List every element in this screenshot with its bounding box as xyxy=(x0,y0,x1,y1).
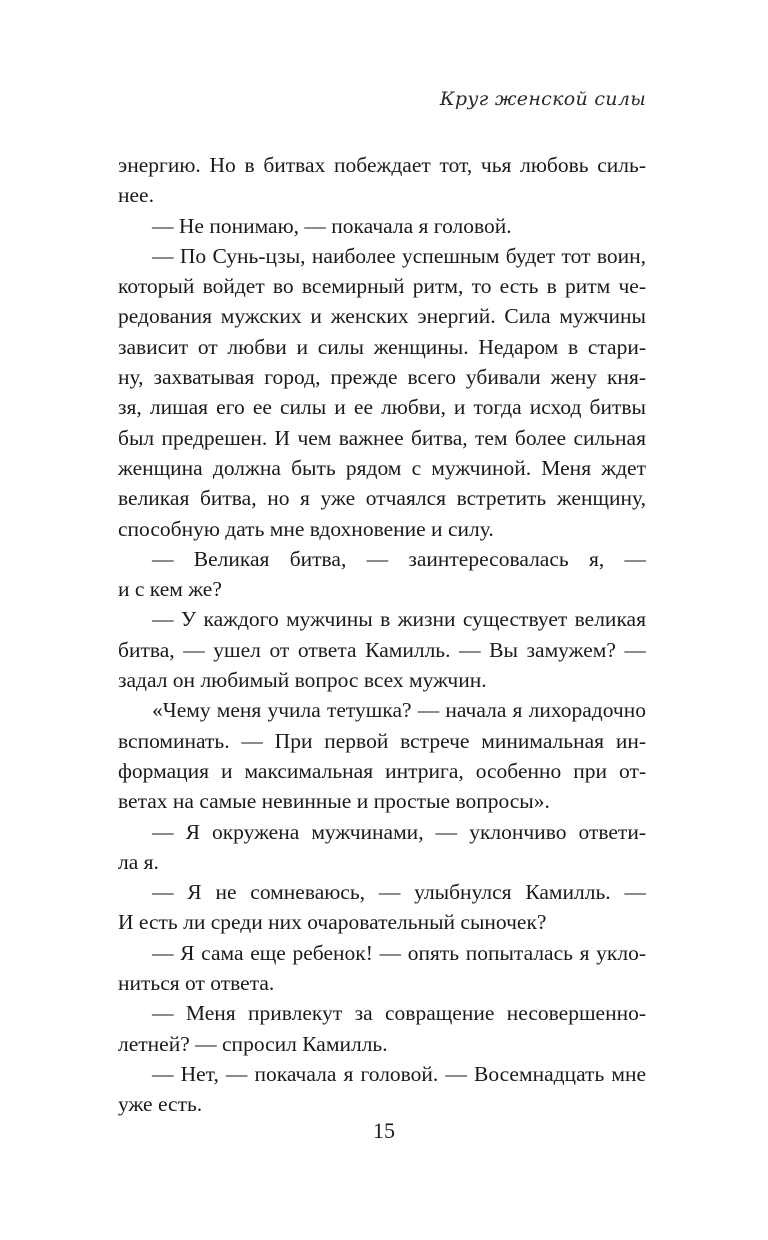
text-line: редования мужских и женских энергий. Сила мужчины xyxy=(118,304,646,329)
text-line: летней? — спросил Камилль. xyxy=(118,1031,388,1056)
text-line: задал он любимый вопрос всех мужчин. xyxy=(118,668,487,693)
text-line: — Я окружена мужчинами, — уклончиво ответи- xyxy=(152,819,646,844)
text-line: «Чему меня учила тетушка? — начала я лихорадочно xyxy=(152,698,646,723)
text-line: ну, захватывая город, прежде всего убивали жену кня- xyxy=(118,365,646,390)
text-line: женщина должна быть рядом с мужчиной. Меня ждет xyxy=(118,455,646,480)
text-line: ниться от ответа. xyxy=(118,971,275,996)
text-line: — Нет, — покачала я головой. — Восемнадцать мне xyxy=(152,1061,646,1086)
text-line: — Меня привлекут за совращение несовершенно- xyxy=(152,1001,646,1026)
text-line: — Я не сомневаюсь, — улыбнулся Камилль. — xyxy=(152,880,646,905)
text-line: зависит от любви и силы женщины. Недаром в стари- xyxy=(118,334,646,359)
text-line: который войдет во всемирный ритм, то есть в ритм че- xyxy=(118,274,646,299)
text-line: — По Сунь-цзы, наиболее успешным будет тот воин, xyxy=(152,243,646,268)
text-line: энергию. Но в битвах побеждает тот, чья любовь силь- xyxy=(118,153,646,177)
running-title: Круг женской силы xyxy=(439,88,646,110)
text-line: нее. xyxy=(118,183,154,208)
page-number: 15 xyxy=(373,1118,395,1143)
text-line: зя, лишая его ее силы и ее любви, и тогда исход битвы xyxy=(118,395,646,420)
text-line: битва, — ушел от ответа Камилль. — Вы замужем? — xyxy=(118,637,646,662)
text-line: — Я сама еще ребенок! — опять попыталась я укло- xyxy=(152,940,646,965)
text-line: — Великая битва, — заинтересовалась я, — xyxy=(152,546,646,571)
text-line: — У каждого мужчины в жизни существует великая xyxy=(152,607,646,632)
text-line: ла я. xyxy=(118,849,159,874)
text-line: уже есть. xyxy=(118,1092,203,1117)
text-line: и с кем же? xyxy=(118,577,222,602)
text-line: способную дать мне вдохновение и силу. xyxy=(118,516,494,541)
body-text xyxy=(118,150,646,1120)
text-line: великая битва, но я уже отчаялся встретить женщину, xyxy=(118,486,646,511)
text-line: был предрешен. И чем важнее битва, тем более сильная xyxy=(118,425,646,450)
text-line: — Не понимаю, — покачала я головой. xyxy=(152,213,512,238)
text-line: И есть ли среди них очаровательный сыночек? xyxy=(118,910,547,935)
text-line: ветах на самые невинные и простые вопросы». xyxy=(118,789,550,814)
text-line: формация и максимальная интрига, особенно при от- xyxy=(118,758,646,783)
text-line: вспоминать. — При первой встрече минимальная ин- xyxy=(118,728,646,753)
